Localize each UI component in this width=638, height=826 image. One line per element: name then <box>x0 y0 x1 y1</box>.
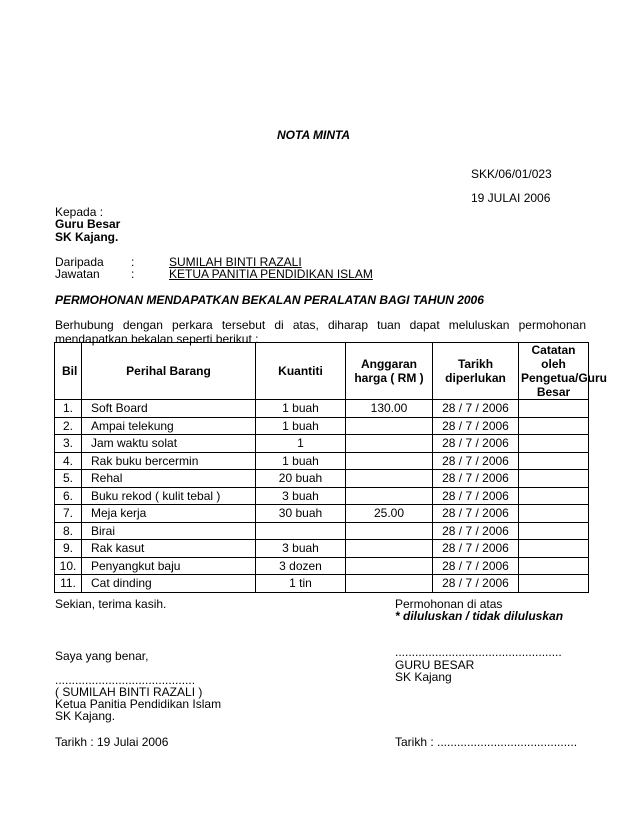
row-quantity: 1 buah <box>256 417 346 435</box>
row-item: Rehal <box>82 470 256 488</box>
row-price: 25.00 <box>346 505 433 523</box>
post-label: Jawatan <box>55 267 100 281</box>
row-notes <box>519 470 589 488</box>
row-date: 28 / 7 / 2006 <box>433 522 519 540</box>
row-item: Ampai telekung <box>82 417 256 435</box>
row-quantity: 1 tin <box>256 575 346 593</box>
header-date-needed: Tarikh diperlukan <box>433 343 519 400</box>
row-item: Rak buku bercermin <box>82 452 256 470</box>
row-date: 28 / 7 / 2006 <box>433 557 519 575</box>
table-row <box>55 575 589 593</box>
row-item: Buku rekod ( kulit tebal ) <box>82 487 256 505</box>
row-item: Penyangkut baju <box>82 557 256 575</box>
row-price: 130.00 <box>346 400 433 418</box>
intro-paragraph: Berhubung dengan perkara tersebut di atas, diharap tuan dapat meluluskan permohonan mendapatkan bekalan seperti berikut : <box>55 318 586 346</box>
row-price <box>346 435 433 453</box>
memo-date: 19 JULAI 2006 <box>471 191 551 205</box>
approval-line-1: Permohonan di atas <box>395 597 503 611</box>
row-number: 7. <box>55 505 82 523</box>
table-row <box>55 522 589 540</box>
header-notes: Catatan oleh Pengetua/Guru Besar <box>519 343 589 400</box>
approval-school: SK Kajang <box>395 670 452 684</box>
row-number: 8. <box>55 522 82 540</box>
sender-signature-line: .......................................... <box>55 673 196 687</box>
row-date: 28 / 7 / 2006 <box>433 575 519 593</box>
recipient-line-1: Guru Besar <box>55 217 121 231</box>
row-item: Jam waktu solat <box>82 435 256 453</box>
row-item: Soft Board <box>82 400 256 418</box>
items-table <box>54 342 608 593</box>
row-date: 28 / 7 / 2006 <box>433 435 519 453</box>
row-quantity: 3 dozen <box>256 557 346 575</box>
row-price <box>346 417 433 435</box>
from-value: SUMILAH BINTI RAZALI <box>169 255 302 269</box>
table-row <box>55 557 589 575</box>
row-quantity: 30 buah <box>256 505 346 523</box>
approval-title: GURU BESAR <box>395 658 475 672</box>
approval-line-2: * diluluskan / tidak diluluskan <box>395 609 564 623</box>
row-number: 1. <box>55 400 82 418</box>
table-row <box>55 470 589 488</box>
header-bil: Bil <box>55 343 82 400</box>
header-quantity: Kuantiti <box>256 343 346 400</box>
row-date: 28 / 7 / 2006 <box>433 505 519 523</box>
row-date: 28 / 7 / 2006 <box>433 540 519 558</box>
row-number: 2. <box>55 417 82 435</box>
row-quantity: 1 buah <box>256 400 346 418</box>
row-date: 28 / 7 / 2006 <box>433 470 519 488</box>
table-row <box>55 452 589 470</box>
row-price <box>346 540 433 558</box>
from-colon: : <box>131 255 135 269</box>
subject-heading: PERMOHONAN MENDAPATKAN BEKALAN PERALATAN BAGI TAHUN 2006 <box>55 293 484 307</box>
table-row <box>55 487 589 505</box>
row-date: 28 / 7 / 2006 <box>433 417 519 435</box>
row-notes <box>519 505 589 523</box>
post-colon: : <box>131 267 135 281</box>
row-notes <box>519 452 589 470</box>
row-notes <box>519 540 589 558</box>
approval-date: Tarikh : .......................................... <box>395 735 578 749</box>
row-item: Cat dinding <box>82 575 256 593</box>
row-notes <box>519 435 589 453</box>
row-number: 3. <box>55 435 82 453</box>
recipient-label: Kepada : <box>55 205 104 219</box>
row-quantity: 3 buah <box>256 540 346 558</box>
sender-position: Ketua Panitia Pendidikan Islam <box>55 697 222 711</box>
post-value: KETUA PANITIA PENDIDIKAN ISLAM <box>169 267 373 281</box>
row-notes <box>519 575 589 593</box>
row-date: 28 / 7 / 2006 <box>433 487 519 505</box>
row-price <box>346 557 433 575</box>
row-quantity: 20 buah <box>256 470 346 488</box>
recipient-line-2: SK Kajang. <box>55 230 119 244</box>
row-quantity: 1 buah <box>256 452 346 470</box>
row-quantity <box>256 522 346 540</box>
header-price: Anggaran harga ( RM ) <box>346 343 433 400</box>
row-number: 9. <box>55 540 82 558</box>
row-item: Meja kerja <box>82 505 256 523</box>
closing-thanks: Sekian, terima kasih. <box>55 597 167 611</box>
row-number: 11. <box>55 575 82 593</box>
table-header-row <box>55 343 589 400</box>
row-date: 28 / 7 / 2006 <box>433 400 519 418</box>
row-item: Rak kasut <box>82 540 256 558</box>
row-price <box>346 487 433 505</box>
row-price <box>346 575 433 593</box>
table-row <box>55 540 589 558</box>
row-price <box>346 522 433 540</box>
row-price <box>346 452 433 470</box>
row-price <box>346 470 433 488</box>
header-item: Perihal Barang <box>82 343 256 400</box>
row-notes <box>519 522 589 540</box>
memo-title: NOTA MINTA <box>277 128 351 142</box>
row-notes <box>519 417 589 435</box>
table-row <box>55 505 589 523</box>
row-item: Birai <box>82 522 256 540</box>
row-notes <box>519 400 589 418</box>
row-date: 28 / 7 / 2006 <box>433 452 519 470</box>
table-row <box>55 417 589 435</box>
row-number: 5. <box>55 470 82 488</box>
row-quantity: 3 buah <box>256 487 346 505</box>
sender-school: SK Kajang. <box>55 709 116 723</box>
closing-yours: Saya yang benar, <box>55 649 149 663</box>
sender-name: ( SUMILAH BINTI RAZALI ) <box>55 685 203 699</box>
approval-signature-line: .................................................. <box>395 645 562 659</box>
memo-reference: SKK/06/01/023 <box>471 167 552 181</box>
table-row <box>55 435 589 453</box>
row-notes <box>519 487 589 505</box>
row-notes <box>519 557 589 575</box>
row-quantity: 1 <box>256 435 346 453</box>
row-number: 4. <box>55 452 82 470</box>
sender-date: Tarikh : 19 Julai 2006 <box>55 735 169 749</box>
row-number: 6. <box>55 487 82 505</box>
row-number: 10. <box>55 557 82 575</box>
table-row <box>55 400 589 418</box>
from-label: Daripada <box>55 255 104 269</box>
